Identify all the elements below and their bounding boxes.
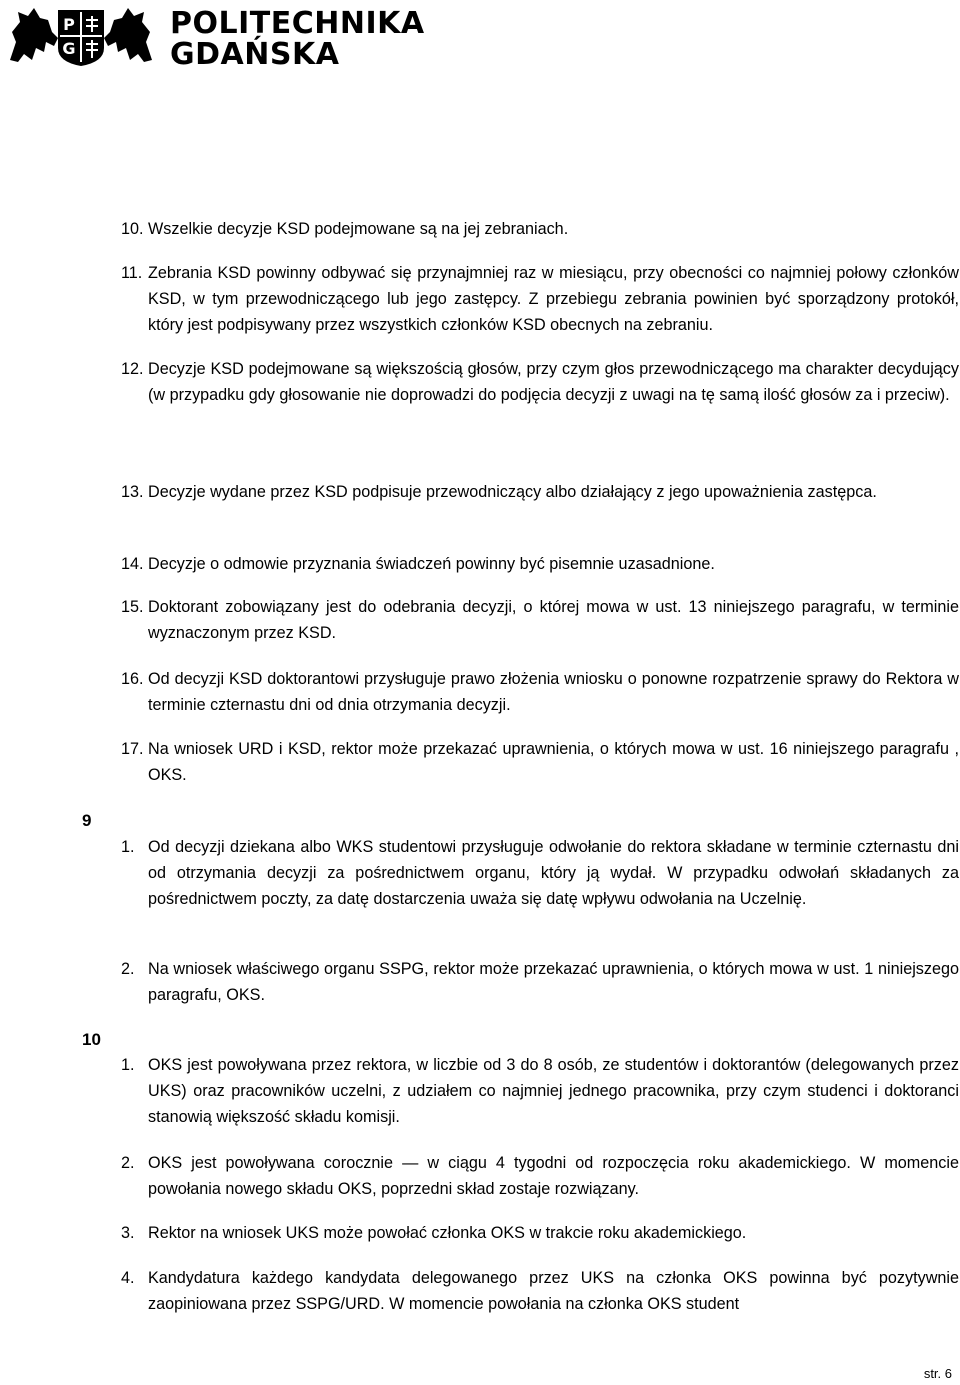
item-number: 16. (121, 670, 144, 688)
list-item (121, 666, 959, 718)
section-number: 10 (82, 1030, 101, 1049)
list-item (121, 260, 959, 338)
item-number: 14. (121, 555, 144, 573)
item-text: Decyzje o odmowie przyznania świadczeń powinny być pisemnie uzasadnione. (148, 555, 715, 573)
item-text: Decyzje wydane przez KSD podpisuje przewodniczący albo działający z jego upoważnienia zastępca. (148, 483, 877, 501)
item-text: OKS jest powoływana przez rektora, w liczbie od 3 do 8 osób, ze studentów i doktorantów (delegowanych przez UKS) oraz pracowników uczelni, z udziałem co najmniej jednego pracownika, przy czym studenci i doktoranci stanowią większość składu komisji. (148, 1056, 959, 1126)
item-number: 1. (121, 1056, 135, 1074)
item-text: Od decyzji KSD doktorantowi przysługuje prawo złożenia wniosku o ponowne rozpatrzenie sprawy do Rektora w terminie czternastu dni od dnia otrzymania decyzji. (148, 670, 959, 714)
list-item (121, 834, 959, 912)
item-text: Zebrania KSD powinny odbywać się przynajmniej raz w miesiącu, przy obecności co najmniej połowy członków KSD, w tym przewodniczącego lub jego zastępcy. Z przebiegu zebrania powinien być sporządzony protokół, który jest podpisywany przez wszystkich członków KSD obecnych na zebraniu. (148, 264, 959, 334)
item-text: Doktorant zobowiązany jest do odebrania decyzji, o której mowa w ust. 13 niniejszego paragrafu, w terminie wyznaczonym przez KSD. (148, 598, 959, 642)
section-heading (82, 808, 91, 834)
list-item (121, 479, 959, 505)
list-item (121, 956, 959, 1008)
section-heading (82, 1027, 101, 1053)
svg-text:P: P (63, 15, 75, 34)
item-number: 15. (121, 598, 144, 616)
item-number: 2. (121, 960, 135, 978)
item-number: 3. (121, 1224, 135, 1242)
section-number: 9 (82, 811, 92, 830)
list-item (121, 1052, 959, 1130)
list-item (121, 1220, 959, 1246)
list-item (121, 594, 959, 646)
item-number: 4. (121, 1269, 135, 1287)
university-logo-text (170, 8, 425, 70)
item-number: 12. (121, 360, 144, 378)
item-text: Wszelkie decyzje KSD podejmowane są na jej zebraniach. (148, 220, 569, 238)
item-text: Decyzje KSD podejmowane są większością głosów, przy czym głos przewodniczącego ma charakter decydujący (w przypadku gdy głosowanie nie doprowadzi do podjęcia decyzji z uwagi na tę samą ilość głosów za i przeciw). (148, 360, 959, 404)
page-number: str. 6 (923, 1366, 952, 1381)
item-number: 11. (121, 264, 143, 282)
item-text: OKS jest powoływana corocznie — w ciągu 4 tygodni od rozpoczęcia roku akademickiego. W momencie powołania nowego składu OKS, poprzedni skład zostaje rozwiązany. (148, 1154, 959, 1198)
item-number: 17. (121, 740, 144, 758)
university-emblem-icon (6, 2, 156, 68)
logo-line-1: POLITECHNIKA (170, 6, 425, 41)
list-item (121, 736, 959, 788)
item-text: Kandydatura każdego kandydata delegowanego przez UKS na członka OKS powinna być pozytywnie zaopiniowana przez SSPG/URD. W momencie powołania na członka OKS student (148, 1269, 959, 1313)
svg-text:G: G (62, 39, 76, 58)
logo-line-2: GDAŃSKA (170, 37, 340, 72)
list-item (121, 1265, 959, 1317)
list-item (121, 216, 959, 242)
list-item (121, 1150, 959, 1202)
item-text: Na wniosek właściwego organu SSPG, rektor może przekazać uprawnienia, o których mowa w ust. 1 niniejszego paragrafu, OKS. (148, 960, 959, 1004)
item-number: 1. (121, 838, 135, 856)
header (6, 2, 425, 72)
item-number: 10. (121, 220, 144, 238)
item-text: Od decyzji dziekana albo WKS studentowi przysługuje odwołanie do rektora składane w terminie czternastu dni od otrzymania decyzji za pośrednictwem organu, który ją wydał. W przypadku odwołań składanych za pośrednictwem poczty, za datę dostarczenia uważa się datę wpływu odwołania na Uczelnię. (148, 838, 959, 908)
item-text: Na wniosek URD i KSD, rektor może przekazać uprawnienia, o których mowa w ust. 16 niniejszego paragrafu , OKS. (148, 740, 959, 784)
item-number: 13. (121, 483, 144, 501)
list-item (121, 551, 959, 577)
item-text: Rektor na wniosek UKS może powołać członka OKS w trakcie roku akademickiego. (148, 1224, 747, 1242)
list-item (121, 356, 959, 408)
item-number: 2. (121, 1154, 135, 1172)
